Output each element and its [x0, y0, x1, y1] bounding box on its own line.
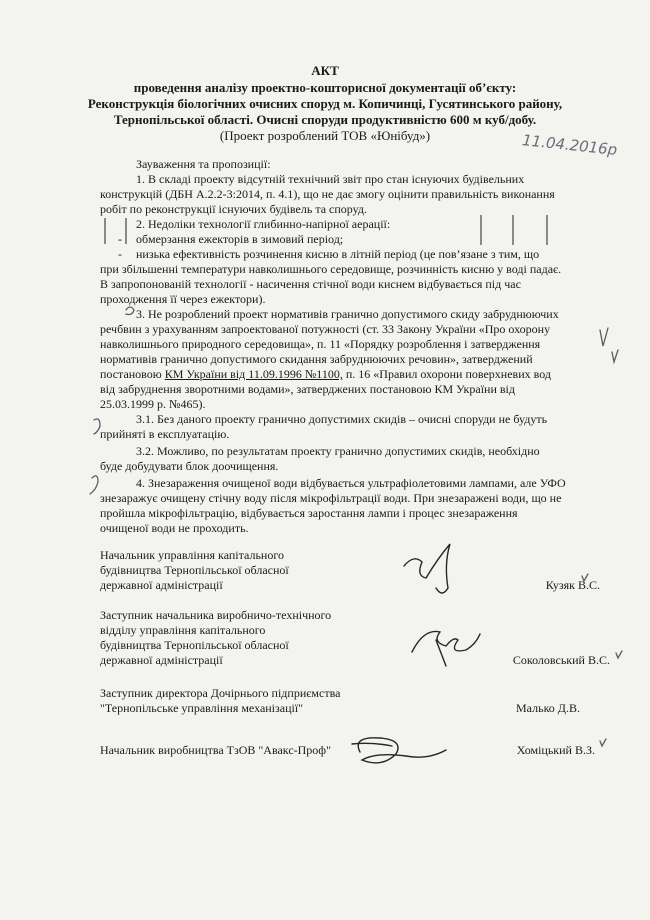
- section-title: Зауваження та пропозиції:: [136, 157, 271, 171]
- remark-1-line-3: робіт по реконструкції існуючих будівель та споруд.: [100, 202, 367, 216]
- bleed-mark: [546, 215, 548, 245]
- margin-mark-icon: [90, 476, 98, 494]
- remark-2-line-4: при збільшенні температури навколишнього середовище, розчинність кисню у воді падає.: [100, 262, 562, 276]
- remark-2-bullet-2: низька ефективність розчинення кисню в літній період (це пов’язане з тим, що: [136, 247, 540, 261]
- signatory-1-title-3: державної адміністрації: [100, 578, 223, 592]
- remark-3-line-3: навколишнього природного середовища», п. 11 «Порядку розроблення і затвердження: [100, 337, 541, 351]
- signatory-4-name: Хоміцький В.З.: [516, 743, 595, 757]
- remark-2-line-1: 2. Недоліки технології глибинно-напірної аерації:: [136, 217, 391, 231]
- margin-mark-icon: [94, 419, 100, 434]
- remark-3-1-line-2: прийняті в експлуатацію.: [100, 427, 230, 441]
- remark-4-line-4: очищеної води не проходить.: [100, 521, 249, 535]
- check-mark-icon: [616, 651, 622, 658]
- remark-4-line-2: знезаражує очищену стічну воду після мікрофільтрації води. При знезаражені води, що не: [100, 491, 562, 505]
- signatory-4-title-1: Начальник виробництва ТзОВ "Авакс-Проф": [100, 743, 331, 757]
- title-line-4: (Проект розроблений ТОВ «Юнібуд»): [219, 128, 431, 143]
- remark-3-2-line-1: 3.2. Можливо, по результатам проекту гранично допустимих скидів, необхідно: [136, 444, 540, 458]
- remark-3-2-line-2: буде добудувати блок доочищення.: [100, 459, 279, 473]
- bleed-mark: [480, 215, 482, 245]
- remark-3-line-7: 25.03.1999 р. №465).: [100, 397, 206, 411]
- remark-3-underlined-ref: КМ України від 11.09.1996 №1100,: [164, 367, 343, 381]
- bleed-mark: [104, 218, 106, 244]
- title-line-1: проведення аналізу проектно-кошторисної документації об’єкту:: [133, 80, 517, 95]
- remark-3-line-2: речбвин з урахуванням запроектованої потужності (ст. 33 Закону України «Про охорону: [100, 322, 551, 336]
- remark-1-line-1: 1. В складі проекту відсутній технічний звіт про стан існуючих будівельних: [136, 172, 525, 186]
- margin-mark-icon: [126, 307, 134, 315]
- bleed-mark: [512, 215, 514, 245]
- signature-1-icon: [404, 544, 450, 593]
- title-line-2: Реконструкція біологічних очисних споруд м. Копичинці, Гусятинського району,: [87, 96, 563, 111]
- remark-1-line-2: конструкцій (ДБН А.2.2-3:2014, п. 4.1), що не дає змогу оцінити правильність виконання: [100, 187, 555, 201]
- signature-4-icon: [358, 738, 446, 763]
- bleed-mark: [125, 218, 127, 244]
- remark-2-line-6: проходження її через ежектори).: [100, 292, 266, 306]
- signatory-1-title-2: будівництва Тернопільської обласної: [100, 563, 289, 577]
- signatory-2-title-2: відділу управління капітального: [100, 623, 266, 637]
- signatory-3-title-1: Заступник директора Дочірнього підприємства: [100, 686, 341, 700]
- remark-2-line-5: В запропонованій технології - насичення стічної води киснем відбувається під час: [100, 277, 521, 291]
- remark-3-line-1: 3. Не розроблений проект нормативів гранично допустимого скиду забруднюючих: [136, 307, 559, 321]
- check-mark-icon: [600, 739, 606, 746]
- signatory-3-name: Малько Д.В.: [516, 701, 580, 715]
- document-title: АКТ: [311, 63, 339, 78]
- signatory-2-title-3: будівництва Тернопільської обласної: [100, 638, 289, 652]
- signatory-2-title-4: державної адміністрації: [100, 653, 223, 667]
- remark-2-bullet-1: обмерзання ежекторів в зимовий період;: [136, 232, 344, 246]
- check-mark-icon: [582, 574, 588, 581]
- remark-2-bullet-1-dash: -: [118, 232, 122, 246]
- handwritten-date: 11.04.2016р: [521, 131, 619, 159]
- remark-3-line-5a: постановою: [100, 367, 165, 381]
- signatory-2-name: Соколовський В.С.: [512, 653, 610, 667]
- check-mark-icon: [600, 328, 608, 346]
- remark-3-line-6: від забруднення зворотними водами», затверджених постановою КМ України від: [100, 382, 515, 396]
- remark-2-bullet-2-dash: -: [118, 247, 122, 261]
- signatory-1-title-1: Начальник управління капітального: [100, 548, 284, 562]
- remark-4-line-3: пройшла мікрофільтрацію, відбувається заростання лампи і процес знезараження: [100, 506, 518, 520]
- signature-2-icon: [412, 631, 480, 652]
- title-line-3: Тернопільської області. Очисні споруди продуктивністю 600 м куб/добу.: [113, 112, 537, 127]
- remark-3-1-line-1: 3.1. Без даного проекту гранично допустимих скидів – очисні споруди не будуть: [136, 412, 548, 426]
- check-mark-icon: [612, 350, 618, 362]
- signatory-3-title-2: "Тернопільське управління механізації": [100, 701, 304, 715]
- remark-3-line-4: нормативів гранично допустимого скидання забруднюючих речовин», затверджений: [100, 352, 533, 366]
- remark-3-line-5c: п. 16 «Правил охорони поверхневих вод: [342, 367, 551, 381]
- remark-4-line-1: 4. Знезараження очищеної води відбувається ультрафіолетовими лампами, але УФО: [136, 476, 566, 490]
- signatory-2-title-1: Заступник начальника виробничо-технічного: [100, 608, 332, 622]
- signatory-1-name: Кузяк В.С.: [545, 578, 600, 592]
